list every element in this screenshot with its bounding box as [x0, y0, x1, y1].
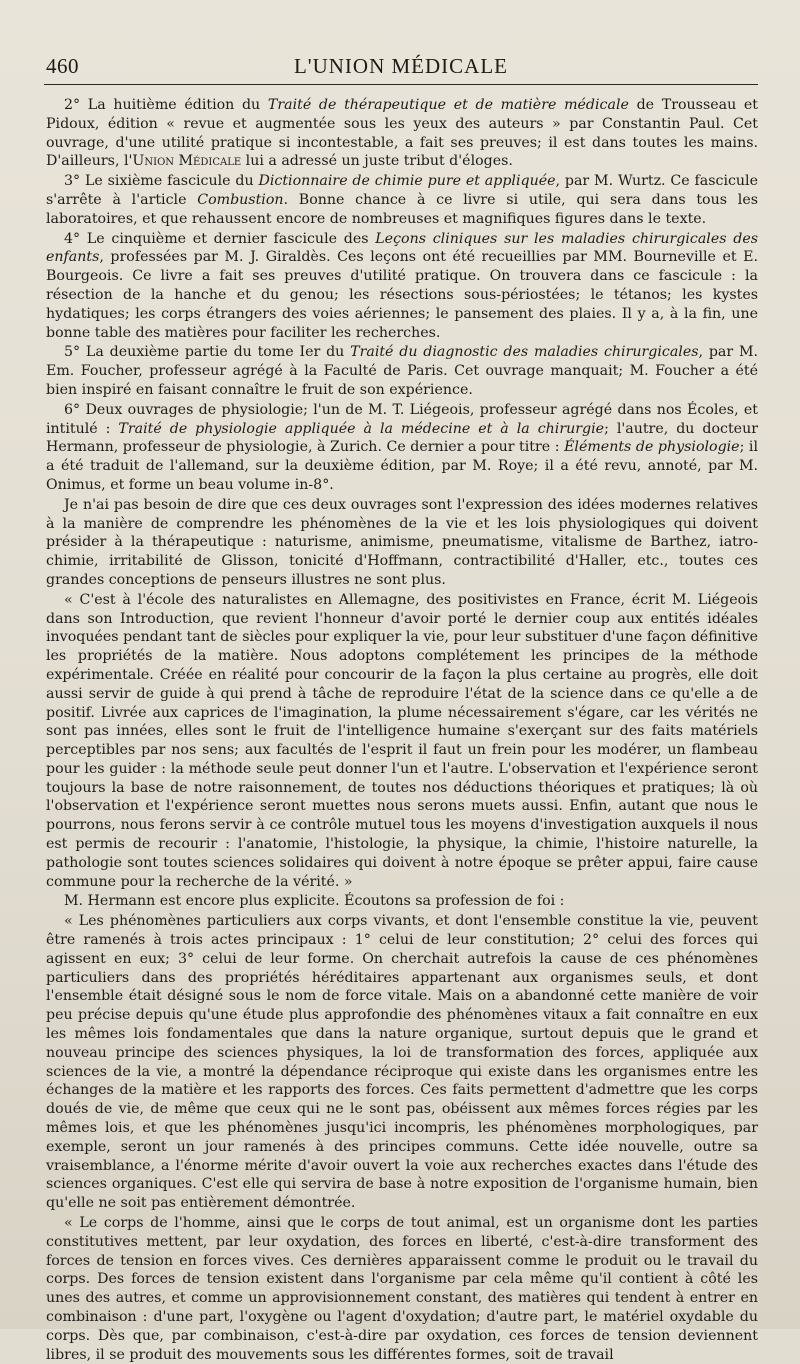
item-text: , par M. Wurtz. Ce fascicule s'arrête à l'article	[46, 173, 758, 208]
quote-liegeois: « C'est à l'école des naturalistes en Allemagne, des positivistes en France, écrit M. Liégeois dans son Introduction, que revient l'honneur d'avoir porté le dernier coup aux entités idéales invoquées pendant tant de siècles pour expliquer la vie, pour leur substituer d'une façon définitive les propriétés de la matière. Nous adoptons complétement les principes de la méthode expérimentale. Créée en réalité pour concourir de la façon la plus certaine au progrès, elle doit aussi servir de guide à qui prend à tâche de reproduire l'état de la science dans ce qu'elle a de positif. Livrée aux caprices de l'imagination, la plume nécessairement s'égare, car les vérités ne sont pas innées, elles sont le fruit de l'intelligence humaine s'exerçant sur des faits matériels perceptibles par nos sens; aux facultés de l'esprit il faut un frein pour les modérer, un flambeau pour les guider : la méthode seule peut donner l'un et l'autre. L'observation et l'expérience seront toujours la base de notre raisonnement, de toutes nos déductions théoriques et pratiques; là où l'observation et l'expérience seront muettes nous serons muets aussi. Enfin, autant que nous le pourrons, nous ferons servir à ce contrôle mutuel tous les moyens d'investigation auxquels il nous est permis de recourir : l'anatomie, l'histologie, la physique, la chimie, l'histoire naturelle, la pathologie sont toutes sciences solidaires qui doivent à notre époque se prêter appui, faire cause commune pour la recherche de la vérité. »	[46, 591, 758, 890]
item-text: , professées par M. J. Giraldès. Ces leçons ont été recueillies par MM. Bourneville et E. Bourgeois. Ce livre a fait ses preuves d'utilité pratique. On trouvera dans ce fascicule : la résection de la hanche et du genou; les résections sous-périostées; le tétanos; les kystes hydatiques; les corps étrangers des voies aériennes; le pansement des plaies. Il y a, à la fin, une bonne table des matières pour faciliter les recherches.	[46, 249, 758, 341]
quote-hermann-1: « Les phénomènes particuliers aux corps vivants, et dont l'ensemble constitue la vie, peuvent être ramenés à trois actes principaux : 1° celui de leur constitution; 2° celui des forces qui agissent en eux; 3° celui de leur forme. On cherchait autrefois la cause de ces phénomènes particuliers dans des propriétés héréditaires appartenant aux organismes seuls, et dont l'ensemble était désigné sous le nom de force vitale. Mais on a abandonné cette manière de voir peu précise depuis qu'une étude plus approfondie des phénomènes vitaux a fait connaître en eux les mêmes lois fondamentales que dans la nature organique, surtout depuis que le grand et nouveau principe des sciences physiques, la loi de transformation des forces, appliquée aux sciences de la vie, a montré la dépendance réciproque qui existe dans les organismes entre les échanges de la matière et les rapports des forces. Ces faits permettent d'admettre que les corps doués de vie, de même que ceux qui ne le sont pas, obéissent aux mêmes forces régies par les mêmes lois, et que les phénomènes jusqu'ici incompris, les phénomènes morphologiques, par exemple, seront un jour ramenés à des principes communs. Cette idée nouvelle, outre sa vraisemblance, a l'énorme mérite d'avoir ouvert la voie aux recherches exactes dans l'étude des sciences organiques. C'est elle qui servira de base à notre exposition de l'organisme humain, bien qu'elle ne soit pas entièrement démontrée.	[46, 913, 758, 1212]
book-title: Leçons cliniques sur les maladies chirurgicales des enfants	[46, 230, 759, 266]
item-text: 3° Le sixième fascicule du	[64, 173, 259, 190]
quote-hermann-2: « Le corps de l'homme, ainsi que le corps de tout animal, est un organisme dont les parties constitutives mettent, par leur oxydation, des forces en liberté, c'est-à-dire transforment des forces de tension en forces vives. Ces dernières apparaissent comme le produit ou le travail du corps. Des forces de tension existent dans l'organisme par cela même qu'il contient à côté les unes des autres, et comme un approvisionnement constant, des matières qui tendent à entrer en combinaison : d'une part, l'oxygène ou l'agent d'oxydation; d'autre part, le matériel oxydable du corps. Dès que, par combinaison, c'est-à-dire par oxydation, ces forces de tension deviennent libres, il se produit des mouvements sous les différentes formes, soit de travail	[46, 1215, 758, 1363]
item-text: ; il a été traduit de l'allemand, sur la deuxième édition, par M. Roye; il a été revu, annoté, par M. Onimus, et forme un beau volume in-8°.	[46, 439, 758, 493]
book-title: Traité de physiologie appliquée à la médecine et à la chirurgie	[118, 420, 605, 437]
list-item-2	[46, 96, 758, 171]
paragraph-commentary: Je n'ai pas besoin de dire que ces deux ouvrages sont l'expression des idées modernes relatives à la manière de comprendre les phénomènes de la vie et les lois physiologiques qui doivent présider à la thérapeutique : naturisme, animisme, pneumatisme, vitalisme de Barthez, iatro-chimie, irritabilité de Glisson, tonicité d'Hoffmann, contractibilité d'Haller, etc., toutes ces grandes conceptions de penseurs illustres ne sont plus.	[46, 496, 758, 588]
page-number: 460	[46, 54, 79, 78]
journal-title: L'UNION MÉDICALE	[293, 54, 508, 78]
journal-name-smallcaps: Union Médicale	[132, 153, 242, 170]
article-title: Combustion	[197, 191, 284, 208]
item-text: ; l'autre, du docteur Hermann, professeur de physiologie, à Zurich. Ce dernier a pour titre :	[46, 420, 758, 456]
item-text: 6° Deux ouvrages de physiologie; l'un de M. T. Liégeois, professeur agrégé dans nos Écoles, et intitulé :	[46, 401, 758, 437]
item-text: lui a adressé un juste tribut d'éloges.	[241, 153, 513, 170]
item-text: 4° Le cinquième et dernier fascicule des	[64, 230, 376, 247]
list-item-3	[46, 172, 758, 228]
book-title: Traité du diagnostic des maladies chirurgicales	[350, 344, 699, 361]
list-item-4	[46, 230, 758, 343]
article-body	[46, 96, 758, 1364]
book-title: Traité de thérapeutique et de matière médicale	[267, 97, 629, 113]
book-title: Dictionnaire de chimie pure et appliquée	[258, 173, 556, 190]
list-item-6	[46, 401, 758, 495]
list-item-5	[46, 343, 758, 399]
item-text: , par M. Em. Foucher, professeur agrégé à la Faculté de Paris. Cet ouvrage manquait; M. Foucher a été bien inspiré en faisant connaître le fruit de son expérience.	[46, 344, 759, 398]
item-text: 5° La deuxième partie du tome Ier du	[64, 344, 351, 361]
item-text: . Bonne chance à ce livre si utile, qui sera dans tous les laboratoires, et que rehaussent encore de nombreuses et magnifiques figures dans le texte.	[46, 191, 758, 227]
book-title: Éléments de physiologie	[564, 439, 740, 456]
paragraph-hermann-intro: M. Hermann est encore plus explicite. Écoutons sa profession de foi :	[64, 893, 565, 910]
item-text: de Trousseau et Pidoux, édition « revue et augmentée sous les yeux des auteurs » par Constantin Paul. Cet ouvrage, d'une utilité pratique si incontestable, a fait ses preuves; il est dans toutes les mains. D'ailleurs, l'	[46, 97, 759, 170]
item-text: 2° La huitième édition du	[64, 97, 268, 113]
running-head	[44, 52, 758, 85]
